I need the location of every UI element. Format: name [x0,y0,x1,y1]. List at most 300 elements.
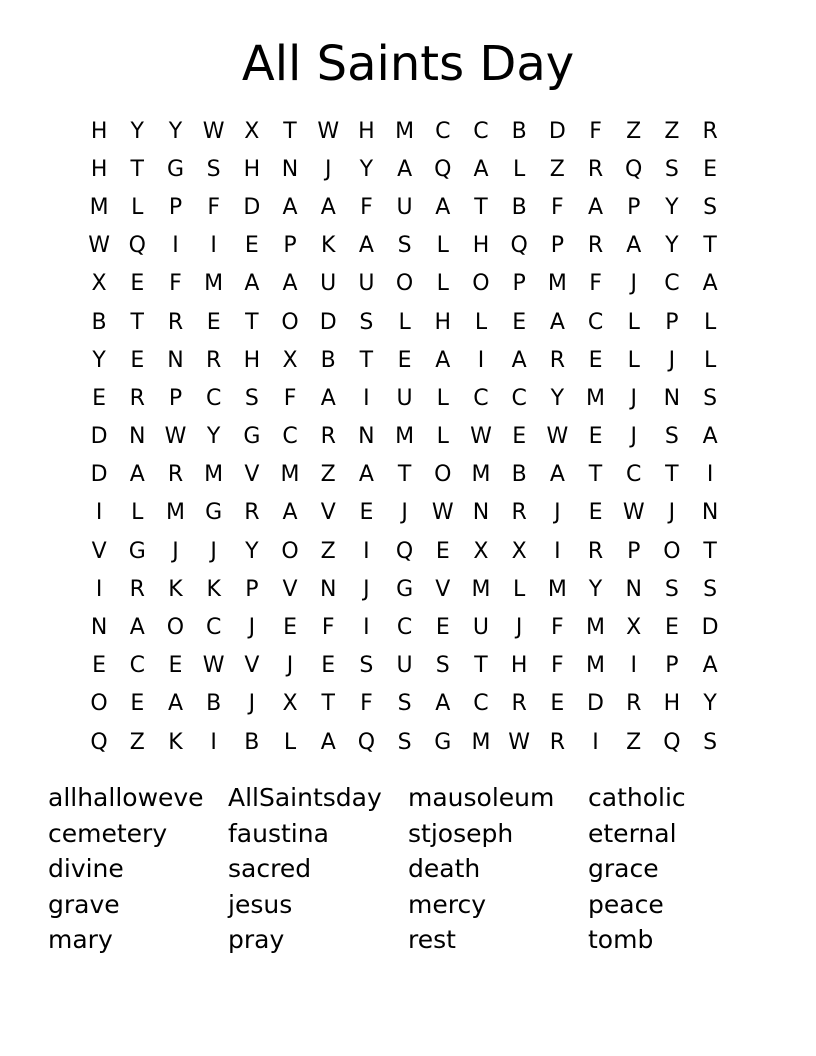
word-list-item: grave [48,889,120,919]
grid-letter: H [358,118,375,144]
grid-letter: D [548,118,566,144]
grid-letter: C [626,462,642,488]
grid-letter: E [397,347,412,373]
grid-letter: A [320,194,336,220]
grid-letter: J [248,615,256,641]
grid-letter: B [320,347,336,373]
grid-letter: Q [128,233,146,259]
grid-letter: V [91,538,107,564]
grid-letter: Y [665,194,679,220]
grid-letter: D [319,309,337,335]
grid-letter: F [321,615,335,641]
grid-letter: F [589,271,602,297]
grid-letter: P [627,194,641,220]
grid-letter: M [395,424,415,450]
grid-letter: C [473,118,489,144]
grid-letter: A [702,271,718,297]
grid-letter: A [282,194,298,220]
grid-letter: D [243,194,261,220]
grid-letter: S [359,653,374,679]
grid-letter: L [398,309,411,335]
grid-letter: X [91,271,107,297]
grid-letter: N [663,385,681,411]
grid-letter: A [702,424,718,450]
grid-letter: A [129,615,145,641]
grid-letter: E [283,615,297,641]
grid-letter: E [130,347,145,373]
grid-letter: E [168,653,183,679]
grid-letter: I [554,538,561,564]
grid-letter: Q [90,729,108,755]
word-list-item: divine [48,854,124,884]
grid-letter: S [244,385,259,411]
grid-letter: W [508,729,531,755]
grid-letter: J [248,691,256,717]
grid-letter: L [627,309,640,335]
grid-letter: S [703,576,718,602]
grid-letter: N [358,424,375,450]
grid-letter: B [244,729,260,755]
word-list-item: faustina [228,818,329,848]
grid-letter: J [401,500,408,526]
grid-letter: H [472,233,490,259]
grid-letter: P [283,233,297,259]
grid-letter: U [396,385,413,411]
grid-letter: X [511,538,527,564]
word-list-item: grace [588,854,659,884]
grid-letter: E [130,691,145,717]
grid-letter: F [589,118,602,144]
grid-letter: J [668,347,676,373]
grid-letter: J [210,538,217,564]
grid-letter: H [243,347,261,373]
grid-letter: R [626,691,642,717]
grid-letter: W [202,653,225,679]
grid-letter: B [511,462,527,488]
grid-letter: S [703,194,718,220]
grid-letter: P [168,385,183,411]
grid-letter: T [703,233,717,259]
grid-letter: B [511,118,527,144]
grid-letter: C [205,385,222,411]
page-title: All Saints Day [241,36,575,92]
grid-letter: C [396,615,413,641]
grid-letter: N [90,615,108,641]
grid-letter: F [169,271,182,297]
grid-letter: O [90,691,108,717]
grid-letter: R [587,538,604,564]
grid-letter: J [630,271,637,297]
grid-letter: N [167,347,184,373]
grid-letter: C [435,118,451,144]
grid-letter: F [283,385,297,411]
grid-letter: R [206,347,222,373]
grid-letter: S [664,424,679,450]
grid-letter: E [435,615,450,641]
grid-letter: V [320,500,336,526]
grid-letter: I [95,500,103,526]
grid-letter: V [244,462,260,488]
word-list-item: tomb [588,925,654,955]
word-list-item: AllSaintsday [228,783,382,812]
grid-letter: H [510,653,528,679]
grid-letter: X [282,347,298,373]
grid-letter: I [477,347,485,373]
grid-letter: Y [206,424,221,450]
grid-letter: A [435,691,451,717]
grid-letter: P [550,233,564,259]
grid-letter: A [549,309,565,335]
grid-letter: N [701,500,719,526]
grid-letter: I [210,233,217,259]
grid-letter: E [588,347,603,373]
grid-letter: R [549,729,565,755]
grid-letter: L [283,729,297,755]
grid-letter: Z [664,118,680,144]
grid-letter: O [281,538,299,564]
grid-letter: X [473,538,489,564]
grid-letter: C [129,653,145,679]
grid-letter: F [551,615,564,641]
grid-letter: A [320,729,336,755]
grid-letter: T [588,462,603,488]
grid-letter: J [515,615,523,641]
grid-letter: Z [626,118,642,144]
grid-letter: Q [510,233,528,259]
word-list-item: catholic [588,783,686,812]
grid-letter: M [547,576,567,602]
grid-letter: A [435,194,451,220]
grid-letter: J [286,653,294,679]
grid-letter: U [396,194,413,220]
grid-letter: Y [665,233,679,259]
grid-letter: K [206,576,221,602]
grid-letter: I [630,653,637,679]
grid-letter: G [243,424,261,450]
grid-letter: T [703,538,717,564]
grid-letter: W [202,118,225,144]
grid-letter: W [164,424,187,450]
word-list-item: pray [228,925,285,955]
grid-letter: Y [550,385,565,411]
grid-letter: I [706,462,714,488]
grid-letter: B [91,309,107,335]
grid-letter: F [360,691,373,717]
grid-letter: A [129,462,145,488]
grid-letter: L [131,500,144,526]
grid-letter: C [282,424,298,450]
grid-letter: F [551,194,564,220]
grid-letter: J [363,576,370,602]
grid-letter: O [166,615,185,641]
word-list-item: sacred [228,854,312,884]
grid-letter: H [663,691,681,717]
grid-letter: N [472,500,490,526]
grid-letter: L [474,309,488,335]
grid-letter: E [512,309,527,335]
grid-letter: N [129,424,146,450]
grid-letter: C [473,385,489,411]
grid-letter: M [471,729,491,755]
grid-letter: P [665,653,679,679]
grid-letter: R [702,118,718,144]
grid-letter: W [470,424,492,450]
grid-letter: A [511,347,527,373]
grid-letter: W [317,118,340,144]
grid-letter: F [360,194,373,220]
grid-letter: A [320,385,336,411]
grid-letter: L [131,194,144,220]
grid-letter: K [321,233,336,259]
grid-letter: H [434,309,452,335]
grid-letter: W [546,424,569,450]
grid-letter: E [550,691,565,717]
grid-letter: T [359,347,374,373]
grid-letter: D [90,462,108,488]
grid-letter: Z [626,729,642,755]
grid-letter: A [282,500,298,526]
grid-letter: B [206,691,222,717]
grid-letter: N [281,156,299,182]
grid-letter: S [206,156,221,182]
grid-letter: P [665,309,679,335]
grid-letter: Y [92,347,106,373]
grid-letter: V [244,653,260,679]
grid-letter: D [587,691,604,717]
grid-letter: I [363,615,370,641]
grid-letter: G [434,729,452,755]
word-list [48,780,768,958]
grid-letter: U [358,271,375,297]
grid-letter: E [703,156,718,182]
grid-letter: B [511,194,527,220]
grid-letter: M [471,462,491,488]
grid-letter: G [128,538,146,564]
grid-letter: Y [359,156,374,182]
grid-letter: I [172,233,179,259]
grid-letter: M [89,194,109,220]
grid-letter: L [436,271,449,297]
grid-letter: Y [168,118,183,144]
grid-letter: A [473,156,489,182]
grid-letter: L [703,347,717,373]
grid-letter: J [554,500,561,526]
grid-letter: Q [434,156,452,182]
grid-letter: E [92,385,107,411]
grid-letter: L [513,576,526,602]
grid-letter: Q [395,538,414,564]
grid-letter: E [92,653,107,679]
grid-letter: Z [320,462,336,488]
grid-letter: T [130,156,144,182]
grid-letter: I [210,729,217,755]
grid-letter: C [587,309,604,335]
grid-letter: U [320,271,337,297]
grid-letter: E [512,424,527,450]
grid-letter: A [358,462,374,488]
grid-letter: L [703,309,717,335]
grid-letter: O [472,271,490,297]
word-list-item: mary [48,925,113,955]
grid-letter: S [397,729,412,755]
grid-letter: M [204,271,224,297]
grid-letter: T [321,691,335,717]
grid-letter: S [703,729,718,755]
word-list-item: mercy [408,889,487,919]
grid-letter: R [549,347,565,373]
word-list-item: stjoseph [408,818,514,848]
grid-letter: T [283,118,297,144]
word-list-item: cemetery [48,818,168,848]
word-list-item: rest [408,925,456,955]
grid-letter: A [244,271,260,297]
grid-letter: M [395,118,415,144]
grid-letter: A [397,156,413,182]
grid-letter: H [90,156,108,182]
grid-letter: L [436,385,449,411]
grid-letter: W [431,500,454,526]
grid-letter: M [586,615,606,641]
grid-letter: K [168,729,183,755]
grid-letter: O [395,271,414,297]
grid-letter: I [95,576,103,602]
grid-letter: W [88,233,110,259]
grid-letter: F [551,653,564,679]
grid-letter: H [90,118,108,144]
grid-letter: T [474,653,488,679]
grid-letter: I [363,385,370,411]
grid-letter: E [664,615,679,641]
grid-letter: A [167,691,183,717]
grid-letter: C [205,615,222,641]
grid-letter: E [244,233,259,259]
grid-letter: J [668,500,676,526]
grid-letter: K [168,576,183,602]
grid-letter: M [165,500,185,526]
grid-letter: S [664,156,679,182]
grid-letter: Q [625,156,643,182]
grid-letter: Q [357,729,376,755]
grid-letter: A [435,347,451,373]
grid-letter: C [664,271,680,297]
grid-letter: S [397,233,412,259]
grid-letter: J [324,156,332,182]
grid-letter: P [245,576,259,602]
grid-letter: A [549,462,565,488]
grid-letter: X [626,615,642,641]
grid-letter: R [244,500,260,526]
grid-letter: E [206,309,221,335]
grid-letter: J [172,538,179,564]
grid-letter: N [625,576,642,602]
grid-letter: J [630,385,637,411]
grid-letter: A [626,233,642,259]
grid-letter: L [513,156,526,182]
letter-grid [80,112,729,761]
grid-letter: A [588,194,604,220]
grid-letter: C [511,385,527,411]
grid-letter: Y [130,118,144,144]
grid-letter: G [166,156,184,182]
grid-letter: R [587,156,604,182]
grid-letter: R [129,385,145,411]
grid-letter: L [627,347,640,373]
grid-letter: D [701,615,719,641]
grid-letter: S [397,691,412,717]
grid-letter: Y [588,576,603,602]
grid-letter: I [592,729,599,755]
grid-letter: Y [703,691,717,717]
grid-letter: D [90,424,108,450]
grid-letter: R [511,691,527,717]
word-list-item: peace [588,889,664,919]
word-list-item: allhalloweve [48,783,204,812]
grid-letter: M [586,653,606,679]
grid-letter: O [663,538,681,564]
grid-letter: Y [245,538,259,564]
grid-letter: R [587,233,604,259]
grid-letter: P [512,271,526,297]
grid-letter: T [474,194,488,220]
grid-letter: E [588,500,603,526]
grid-letter: R [167,462,184,488]
grid-letter: V [282,576,298,602]
grid-letter: S [664,576,679,602]
word-list-item: eternal [588,818,677,848]
grid-letter: T [397,462,412,488]
word-list-item: death [408,854,481,884]
grid-letter: L [436,233,449,259]
grid-letter: T [130,309,144,335]
grid-letter: M [280,462,300,488]
grid-letter: M [586,385,606,411]
grid-letter: S [359,309,374,335]
grid-letter: I [363,538,370,564]
grid-letter: A [282,271,298,297]
grid-letter: Q [663,729,681,755]
grid-letter: U [472,615,490,641]
word-list-item: jesus [228,889,293,919]
grid-letter: G [205,500,223,526]
grid-letter: R [167,309,184,335]
grid-letter: T [245,309,259,335]
grid-letter: H [243,156,261,182]
grid-letter: X [244,118,260,144]
word-list-item: mausoleum [408,783,555,812]
grid-letter: E [435,538,450,564]
grid-letter: R [511,500,527,526]
grid-letter: E [359,500,374,526]
grid-letter: C [473,691,489,717]
grid-letter: L [436,424,449,450]
grid-letter: P [627,538,641,564]
grid-letter: R [129,576,145,602]
grid-letter: M [471,576,491,602]
grid-letter: E [321,653,336,679]
grid-letter: M [547,271,567,297]
grid-letter: S [435,653,450,679]
grid-letter: S [703,385,718,411]
grid-letter: Z [129,729,145,755]
grid-letter: X [282,691,298,717]
grid-letter: G [396,576,414,602]
grid-letter: V [435,576,451,602]
grid-letter: Z [549,156,565,182]
grid-letter: O [434,462,452,488]
grid-letter: U [396,653,413,679]
grid-letter: T [665,462,679,488]
grid-letter: O [281,309,299,335]
